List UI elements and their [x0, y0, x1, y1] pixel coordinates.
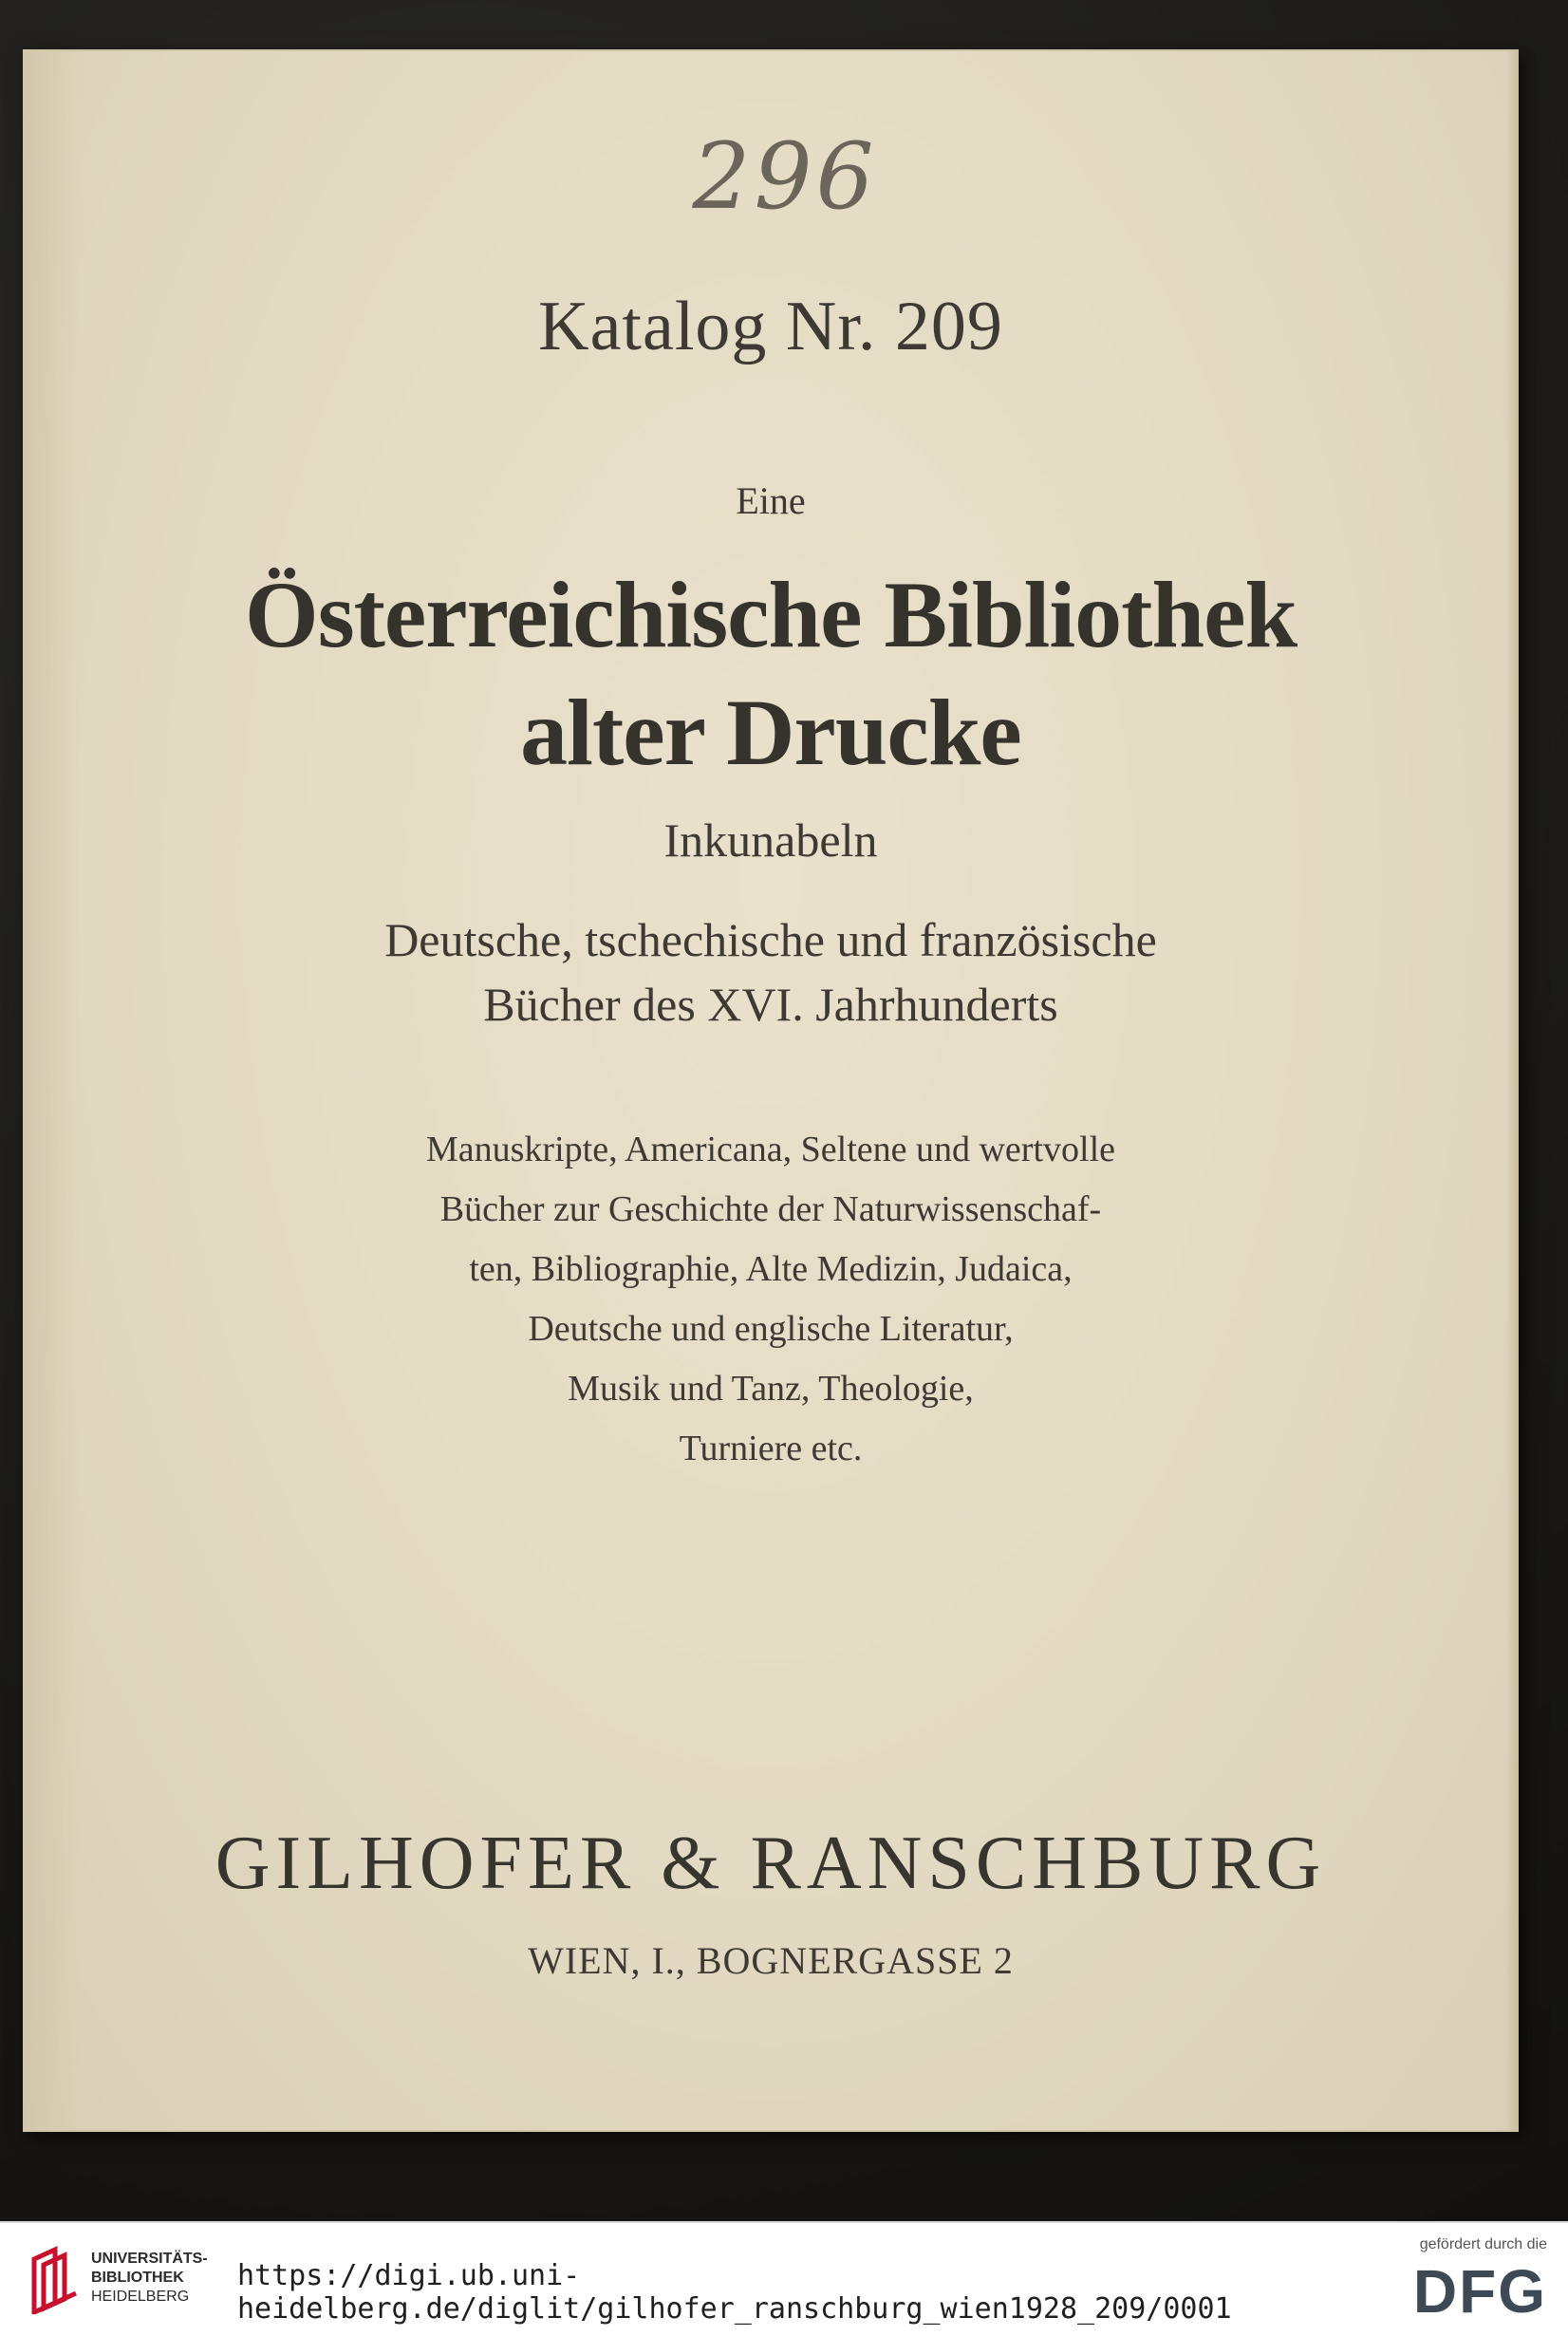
topics-line-6: Turniere etc. [679, 1429, 863, 1468]
catalog-heading: Katalog Nr. 209 [538, 288, 1003, 365]
subtitle-incunabula: Inkunabeln [663, 813, 878, 867]
library-name-line-1: UNIVERSITÄTS- [91, 2251, 208, 2267]
dfg-logo[interactable]: DFG [1412, 2257, 1547, 2326]
intro-word: Eine [736, 479, 806, 522]
topics-line-2: Bücher zur Geschichte der Naturwissenschaf- [439, 1189, 1102, 1229]
publisher-address: WIEN, I., BOGNERGASSE 2 [528, 1939, 1014, 1982]
subtitle-books-line-2: Bücher des XVI. Jahrhunderts [483, 978, 1058, 1031]
catalog-cover-page [23, 49, 1519, 2132]
handwritten-shelf-number: 296 [692, 123, 878, 230]
viewer-footer [0, 2221, 1568, 2336]
main-title-line-2: alter Drucke [520, 680, 1021, 785]
main-title-line-1: Österreichische Bibliothek [244, 562, 1297, 667]
university-library-name [91, 2250, 208, 2307]
library-name-line-3: HEIDELBERG [91, 2289, 190, 2305]
subtitle-books [23, 907, 1519, 1037]
subtitle-books-line-1: Deutsche, tschechische und französische [384, 913, 1157, 966]
topics-list [23, 1120, 1519, 1479]
sponsor-caption: gefördert durch die [1419, 2236, 1547, 2252]
topics-line-5: Musik und Tanz, Theologie, [568, 1369, 974, 1409]
publisher-name: GILHOFER & RANSCHBURG [215, 1822, 1327, 1905]
library-name-line-2: BIBLIOTHEK [91, 2270, 184, 2286]
permalink-url[interactable]: https://digi.ub.uni-heidelberg.de/diglit/gilhofer_ranschburg_wien1928_209/0001 [237, 2259, 1232, 2326]
university-library-logo-icon[interactable] [27, 2246, 85, 2314]
topics-line-1: Manuskripte, Americana, Seltene und wertvolle [425, 1130, 1115, 1169]
topics-line-4: Deutsche und englische Literatur, [528, 1309, 1014, 1349]
main-title [23, 556, 1519, 792]
topics-line-3: ten, Bibliographie, Alte Medizin, Judaica, [469, 1249, 1073, 1289]
